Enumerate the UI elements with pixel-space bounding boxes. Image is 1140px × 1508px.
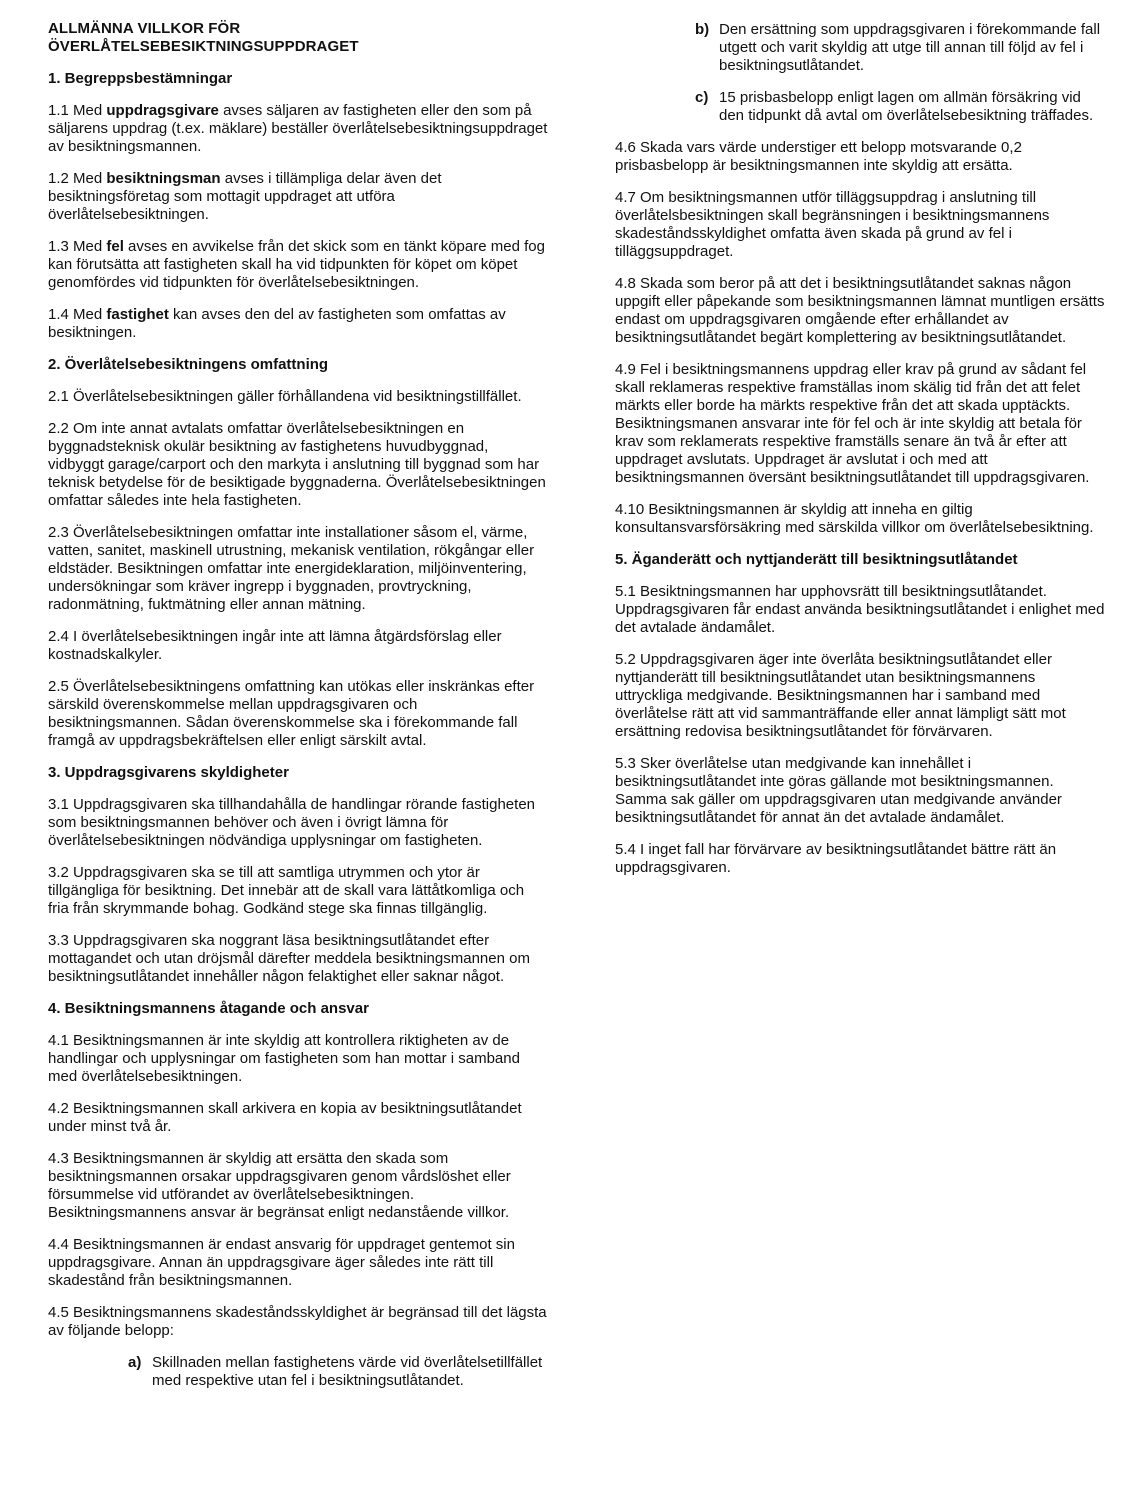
list-label-c: c) <box>695 89 709 106</box>
paragraph-4-6: 4.6 Skada vars värde understiger ett belopp motsvarande 0,2 prisbasbelopp är besiktningsmannen inte skyldig att ersätta. <box>615 139 1022 174</box>
paragraph-2-5: 2.5 Överlåtelsebesiktningens omfattning kan utökas eller inskränkas efter särskild överenskommelse mellan uppdragsgivaren och besiktningsmannen. Sådan överenskommelse ska i förekommande fall framgå av uppdragsbekräftelsen eller enligt särskilt avtal. <box>48 678 535 749</box>
paragraph-3-3: 3.3 Uppdragsgivaren ska noggrant läsa besiktningsutlåtandet efter mottagandet och utan dröjsmål därefter meddela besiktningsmannen om besiktningsutlåtandet innehåller någon felaktighet eller saknar något. <box>48 932 530 985</box>
paragraph-1-2-post: avses i tillämpliga delar även det besiktningsföretag som mottagit uppdraget att utföra överlåtelsebesiktningen. <box>48 170 442 223</box>
list-text-b: Den ersättning som uppdragsgivaren i förekommande fall utgett och varit skyldig att utge till annan till följd av fel i besiktningsutlåtandet. <box>719 21 1101 74</box>
paragraph-4-9: 4.9 Fel i besiktningsmannens uppdrag eller krav på grund av sådant fel skall reklameras respektive framställas inom skälig tid från det att felet märkts eller borde ha märkts respektive från det att skada upptäckts. Besiktningsmanen ansvarar inte för fel och är inte skyldig att betala för krav som reklamerats respektive framställs senare än två år efter att uppdraget avslutats. Uppdraget är avslutat i och med att besiktningsmannen översänt besiktningsutlåtandet till uppdragsgivaren. <box>615 361 1090 486</box>
term-fel: fel <box>106 238 124 255</box>
paragraph-1-3-post: avses en avvikelse från det skick som en tänkt köpare med fog kan förutsätta att fastigheten skall ha vid tidpunkten för köpet om köpet genomfördes vid tidpunkten för överlåtelsebesiktningen. <box>48 238 545 291</box>
list-item-a <box>128 1354 548 1390</box>
paragraph-2-2: 2.2 Om inte annat avtalats omfattar överlåtelsebesiktningen en byggnadsteknisk okulär besiktning av fastighetens huvudbyggnad, vidbyggt garage/carport och den markyta i anslutning till byggnad som har teknisk betydelse för de besiktigade byggnaderna. Överlåtelsebesiktningen omfattar således inte hela fastigheten. <box>48 420 546 509</box>
paragraph-1-2-pre: 1.2 Med <box>48 170 107 187</box>
list-text-a: Skillnaden mellan fastighetens värde vid överlåtelsetillfället med respektive utan fel i besiktningsutlåtandet. <box>152 1354 543 1389</box>
paragraph-4-2: 4.2 Besiktningsmannen skall arkivera en kopia av besiktningsutlåtandet under minst två år. <box>48 1100 522 1135</box>
paragraph-2-1: 2.1 Överlåtelsebesiktningen gäller förhållandena vid besiktningstillfället. <box>48 388 522 405</box>
paragraph-1-4-pre: 1.4 Med <box>48 306 107 323</box>
paragraph-3-1: 3.1 Uppdragsgivaren ska tillhandahålla de handlingar rörande fastigheten som besiktningsmannen behöver och även i övrigt lämna för överlåtelsebesiktningen nödvändiga upplysningar om fastigheten. <box>48 796 536 849</box>
term-uppdragsgivare: uppdragsgivare <box>106 102 219 119</box>
list-item-c <box>695 89 1105 125</box>
paragraph-1-4 <box>48 306 548 342</box>
list-item-b <box>695 21 1105 75</box>
paragraph-1-1-pre: 1.1 Med <box>48 102 107 119</box>
paragraph-5-3: 5.3 Sker överlåtelse utan medgivande kan innehållet i besiktningsutlåtandet inte göras gällande mot besiktningsmannen. Samma sak gäller om uppdragsgivaren utan medgivande använder besiktningsutlåtandet för annat än det avtalade ändamålet. <box>615 755 1062 826</box>
paragraph-3-2: 3.2 Uppdragsgivaren ska se till att samtliga utrymmen och ytor är tillgängliga för besiktning. Det innebär att de skall vara lättåtkomliga och fria från skrymmande bohag. Godkänd stege ska finnas tillgänglig. <box>48 864 525 917</box>
title-line-1: ALLMÄNNA VILLKOR FÖR <box>48 20 241 37</box>
term-fastighet: fastighet <box>106 306 169 323</box>
paragraph-4-3: 4.3 Besiktningsmannen är skyldig att ersätta den skada som besiktningsmannen orsakar uppdragsgivaren genom vårdslöshet eller försummelse vid utförandet av överlåtelsebesiktningen. Besiktningsmannens ansvar är begränsat enligt nedanstående villkor. <box>48 1150 511 1221</box>
left-column <box>48 20 548 1404</box>
paragraph-5-1: 5.1 Besiktningsmannen har upphovsrätt till besiktningsutlåtandet. Uppdragsgivaren får endast använda besiktningsutlåtandet i enlighet med det avtalade ändamålet. <box>615 583 1105 636</box>
right-column <box>615 21 1105 891</box>
paragraph-4-10: 4.10 Besiktningsmannen är skyldig att inneha en giltig konsultansvarsförsäkring med särskilda villkor om överlåtelsebesiktning. <box>615 501 1094 536</box>
title-line-2: ÖVERLÅTELSEBESIKTNINGSUPPDRAGET <box>48 38 359 55</box>
paragraph-4-5: 4.5 Besiktningsmannens skadeståndsskyldighet är begränsad till det lägsta av följande belopp: <box>48 1304 547 1339</box>
paragraph-1-1 <box>48 102 548 156</box>
list-text-c: 15 prisbasbelopp enligt lagen om allmän försäkring vid den tidpunkt då avtal om överlåtelsebesiktning träffades. <box>719 89 1094 124</box>
paragraph-4-8: 4.8 Skada som beror på att det i besiktningsutlåtandet saknas någon uppgift eller påpekande som besiktningsmannen lämnat muntligen ersätts endast om uppdragsgivaren omgående efter erhållandet av besiktningsutlåtandet begärt komplettering av besiktningsutlåtandet. <box>615 275 1105 346</box>
paragraph-1-2 <box>48 170 548 224</box>
paragraph-1-1-post: avses säljaren av fastigheten eller den som på säljarens uppdrag (t.ex. mäklare) beställer överlåtelsebesiktningsuppdraget av besiktningsmannen. <box>48 102 548 155</box>
section-4-heading: 4. Besiktningsmannens åtagande och ansvar <box>48 1000 369 1017</box>
paragraph-1-4-post: kan avses den del av fastigheten som omfattas av besiktningen. <box>48 306 506 341</box>
paragraph-4-7: 4.7 Om besiktningsmannen utför tilläggsuppdrag i anslutning till överlåtelsbesiktningen skall begränsningen i besiktningsmannens skadeståndsskyldighet omfatta även skada på grund av fel i tilläggsuppdraget. <box>615 189 1050 260</box>
section-2-heading: 2. Överlåtelsebesiktningens omfattning <box>48 356 329 373</box>
paragraph-4-4: 4.4 Besiktningsmannen är endast ansvarig för uppdraget gentemot sin uppdragsgivare. Annan än uppdragsgivare äger således inte rätt till skadestånd från besiktningsmannen. <box>48 1236 515 1289</box>
section-1-heading: 1. Begreppsbestämningar <box>48 70 233 87</box>
paragraph-4-1: 4.1 Besiktningsmannen är inte skyldig att kontrollera riktigheten av de handlingar och upplysningar om fastigheten som han mottar i samband med överlåtelsebesiktningen. <box>48 1032 520 1085</box>
paragraph-1-3 <box>48 238 548 292</box>
paragraph-5-4: 5.4 I inget fall har förvärvare av besiktningsutlåtandet bättre rätt än uppdragsgivaren. <box>615 841 1057 876</box>
list-label-a: a) <box>128 1354 142 1371</box>
document-title <box>48 20 548 56</box>
section-3-heading: 3. Uppdragsgivarens skyldigheter <box>48 764 289 781</box>
section-5-heading: 5. Äganderätt och nyttjanderätt till besiktningsutlåtandet <box>615 551 1018 568</box>
paragraph-2-3: 2.3 Överlåtelsebesiktningen omfattar inte installationer såsom el, värme, vatten, sanitet, maskinell utrustning, mekanisk ventilation, rökgångar eller eldstäder. Besiktningen omfattar inte energideklaration, miljöinventering, undersökningar som kräver ingrepp i byggnaden, provtryckning, radonmätning, fuktmätning eller annan mätning. <box>48 524 535 613</box>
list-label-b: b) <box>695 21 710 38</box>
paragraph-1-3-pre: 1.3 Med <box>48 238 107 255</box>
term-besiktningsman: besiktningsman <box>106 170 221 187</box>
paragraph-2-4: 2.4 I överlåtelsebesiktningen ingår inte att lämna åtgärdsförslag eller kostnadskalkyler. <box>48 628 502 663</box>
paragraph-5-2: 5.2 Uppdragsgivaren äger inte överlåta besiktningsutlåtandet eller nyttjanderätt till besiktningsutlåtandet utan besiktningsmannens uttryckliga medgivande. Besiktningsmannen har i samband med överlåtelse rätt att vid sammanträffande eller annat lämpligt sätt mot ersättning redovisa besiktningsutlåtandet för förvärvaren. <box>615 651 1066 740</box>
